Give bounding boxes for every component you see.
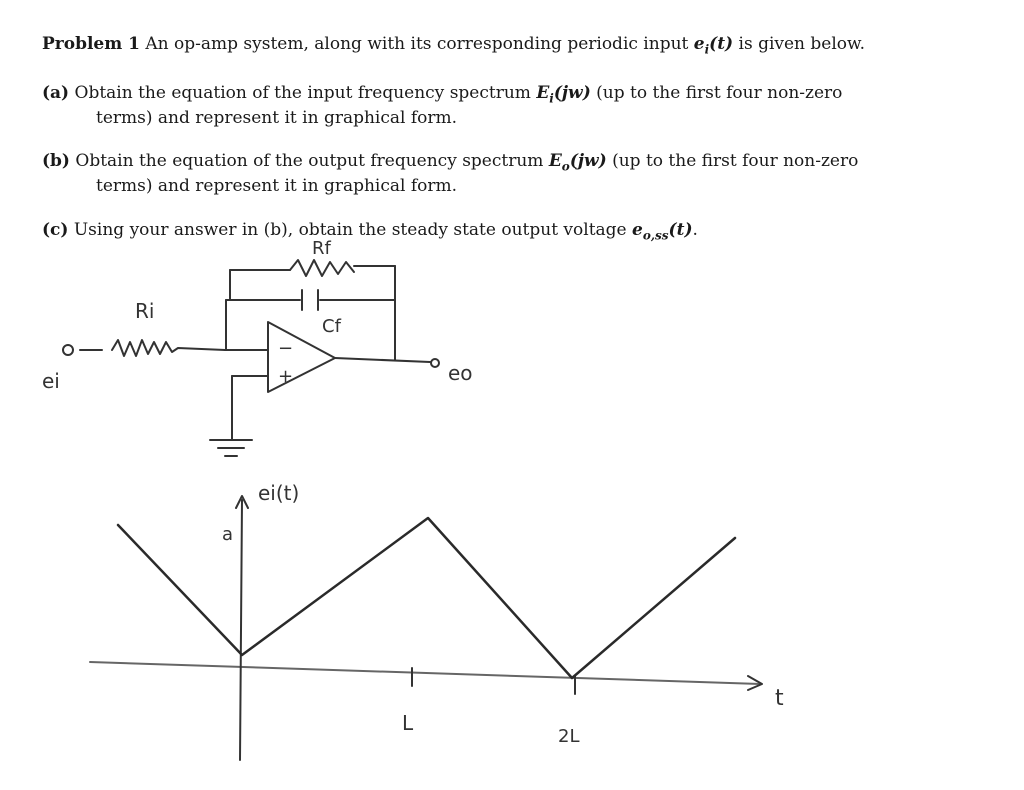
part-c-symbol: e [632,220,643,240]
part-c-subscript: o,ss [642,228,669,243]
part-a-subscript: i [549,91,554,106]
output-wire [335,358,430,362]
y-axis-label: ei(t) [258,481,300,505]
input-symbol: e [693,34,705,54]
part-c-arg: (t) [668,220,693,240]
part-b-tag: (b) [42,151,70,171]
part-c-tag: (c) [42,220,69,240]
input-arg: (t) [709,34,734,54]
ri-resistor [112,340,225,356]
input-subscript: i [704,42,710,57]
part-b-text: Obtain the equation of the output frequency spectrum [75,151,549,171]
ri-label: Ri [135,299,155,323]
part-a-arg: (jw) [553,83,591,103]
part-b-text-end: (up to the first four non-zero [606,151,859,171]
op-amp-minus-label: − [278,338,294,359]
output-voltage-label: eo [448,361,473,385]
output-terminal [431,359,439,367]
part-b-line2: terms) and represent it in graphical form. [96,176,458,196]
part-a-symbol: E [536,83,550,103]
input-voltage-label: ei [42,369,60,393]
part-a-text-end: (up to the first four non-zero [590,83,843,103]
cf-label: Cf [322,316,341,337]
tick-label-2l: 2L [558,726,580,747]
input-terminal [63,345,73,355]
problem-label: Problem 1 [42,34,140,54]
op-amp-circuit [63,260,439,456]
x-axis-label: t [775,686,784,711]
part-c-text-end: . [692,220,698,240]
part-c-text: Using your answer in (b), obtain the steady state output voltage [73,220,633,240]
part-b-symbol: E [548,151,562,171]
amplitude-axis [240,500,242,760]
triangle-waveform [118,518,735,678]
part-a-line2: terms) and represent it in graphical form. [96,108,458,128]
input-waveform-graph [90,496,762,760]
op-amp-plus-label: + [278,366,294,387]
tick-label-l: L [402,711,414,735]
problem-intro-text: An op-amp system, along with its corresponding periodic input [145,34,694,54]
time-axis [90,662,760,684]
rf-resistor [290,260,354,276]
rf-label: Rf [312,238,331,259]
part-a-text: Obtain the equation of the input frequency spectrum [74,83,537,103]
problem-intro-end: is given below. [733,34,865,54]
amplitude-label: a [222,524,234,545]
part-a-tag: (a) [42,83,70,103]
part-b-subscript: o [561,159,570,174]
part-b-arg: (jw) [569,151,607,171]
